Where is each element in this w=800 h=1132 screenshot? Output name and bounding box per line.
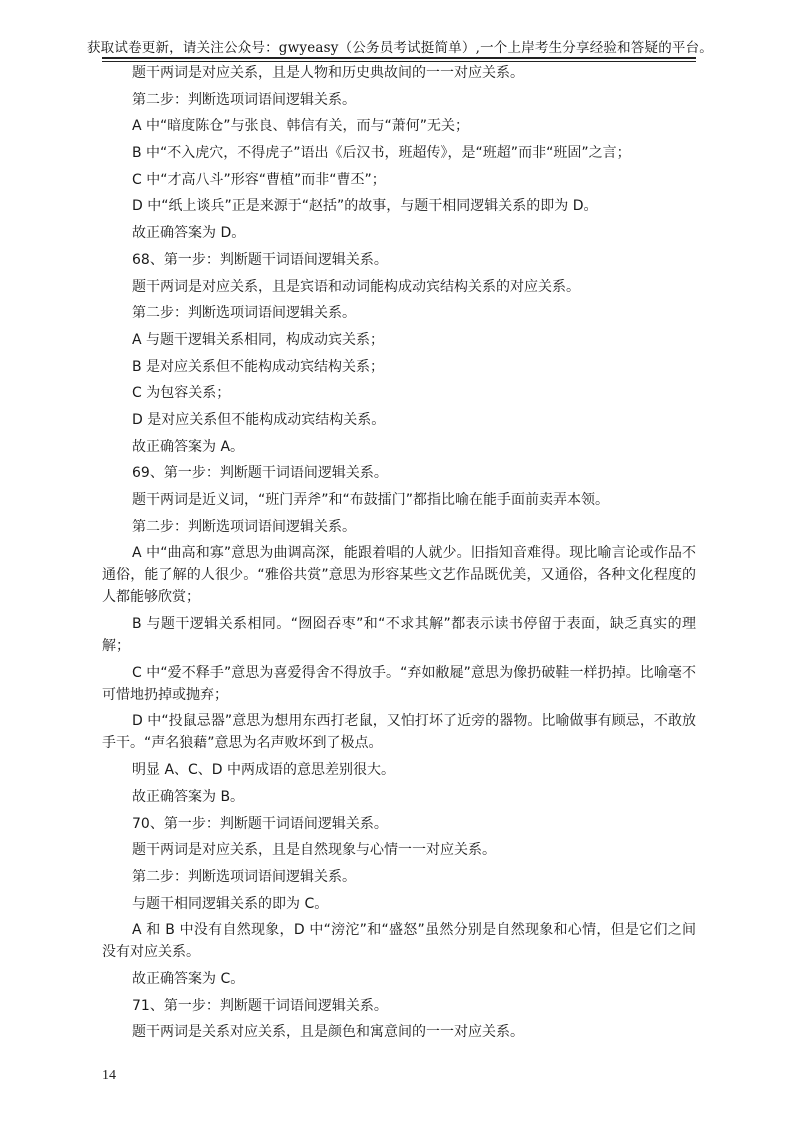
paragraph: B 是对应关系但不能构成动宾结构关系； [132,358,385,375]
paragraph: 题干两词是对应关系，且是自然现象与心情一一对应关系。 [132,842,496,859]
paragraph: C 中“爱不释手”意思为喜爱得舍不得放手。“弃如敝屣”意思为像扔破鞋一样扔掉。比喻毫不可惜地扔掉或抛弃； [102,664,696,703]
paragraph: C 中“才高八斗”形容“曹植”而非“曹丕”； [132,171,386,188]
paragraph: 第二步：判断选项词语间逻辑关系。 [132,91,356,108]
paragraph: 第二步：判断选项词语间逻辑关系。 [132,518,356,535]
document-body [102,62,696,1048]
question-step-heading: 68、第一步：判断题干词语间逻辑关系。 [132,251,388,268]
header-divider [102,57,696,59]
paragraph: 题干两词是对应关系，且是人物和历史典故间的一一对应关系。 [132,65,524,81]
answer-line: 故正确答案为 D。 [132,225,246,242]
answer-line: 故正确答案为 A。 [132,438,245,455]
answer-line: 故正确答案为 C。 [132,970,245,987]
paragraph: D 是对应关系但不能构成动宾结构关系。 [132,411,386,428]
paragraph: 题干两词是对应关系，且是宾语和动词能构成动宾结构关系的对应关系。 [132,278,580,295]
paragraph: 题干两词是近义词，“班门弄斧”和“布鼓擂门”都指比喻在能手面前卖弄本领。 [132,492,610,508]
paragraph: D 中“纸上谈兵”正是来源于“赵括”的故事，与题干相同逻辑关系的即为 D。 [132,198,598,215]
paragraph: 第二步：判断选项词语间逻辑关系。 [132,305,356,322]
paragraph: C 为包容关系； [132,385,231,402]
paragraph: A 中“暗度陈仓”与张良、韩信有关，而与“萧何”无关； [132,118,470,135]
paragraph: A 与题干逻辑关系相同，构成动宾关系； [132,331,385,348]
question-step-heading: 69、第一步：判断题干词语间逻辑关系。 [132,465,388,482]
paragraph: B 中“不入虎穴，不得虎子”语出《后汉书，班超传》，是“班超”而非“班固”之言； [132,145,631,162]
paragraph: 题干两词是关系对应关系，且是颜色和寓意间的一一对应关系。 [132,1024,524,1041]
page-number: 14 [102,1068,116,1083]
paragraph: B 与题干逻辑关系相同。“囫囵吞枣”和“不求其解”都表示读书停留于表面，缺乏真实的理解； [102,616,696,655]
paragraph: D 中“投鼠忌器”意思为想用东西打老鼠，又怕打坏了近旁的器物。比喻做事有顾忌，不敢放手干。“声名狼藉”意思为名声败坏到了极点。 [102,713,696,752]
question-step-heading: 70、第一步：判断题干词语间逻辑关系。 [132,815,388,832]
page-header: 获取试卷更新，请关注公众号：gwyeasy（公务员考试挺简单）,一个上岸考生分享经验和答疑的平台。 [86,40,713,56]
paragraph: 第二步：判断选项词语间逻辑关系。 [132,868,356,885]
paragraph: A 中“曲高和寡”意思为曲调高深，能跟着唱的人就少。旧指知音难得。现比喻言论或作品不通俗，能了解的人很少。“雅俗共赏”意思为形容某些文艺作品既优美，又通俗，各种文化程度的人都能够欣赏； [102,545,696,606]
paragraph: 明显 A、C、D 中两成语的意思差别很大。 [132,762,396,779]
paragraph: A 和 B 中没有自然现象，D 中“滂沱”和“盛怒”虽然分别是自然现象和心情，但是它们之间没有对应关系。 [102,922,696,961]
answer-line: 故正确答案为 B。 [132,788,245,805]
paragraph: 与题干相同逻辑关系的即为 C。 [132,895,329,912]
question-step-heading: 71、第一步：判断题干词语间逻辑关系。 [132,997,388,1014]
